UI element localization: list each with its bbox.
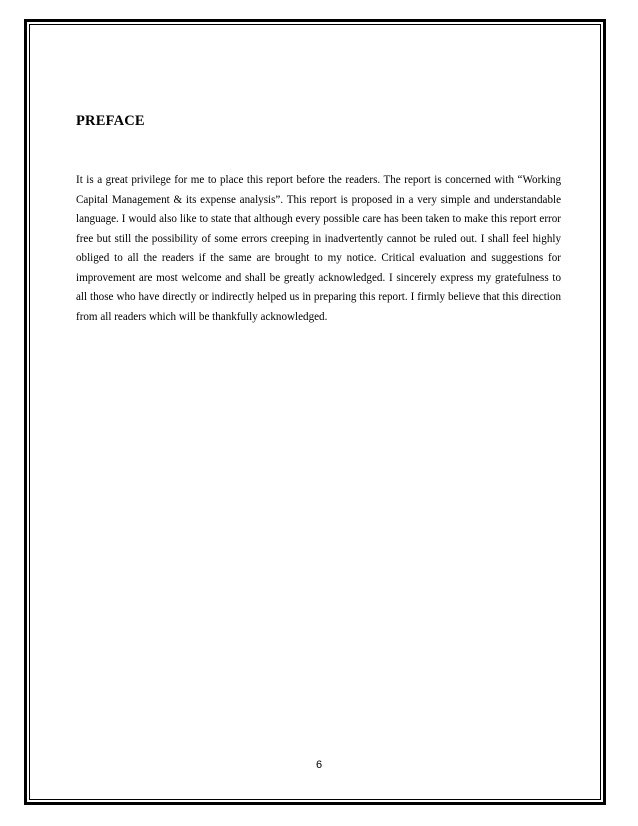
section-heading: PREFACE: [76, 113, 145, 129]
page-number: 6: [315, 759, 323, 771]
page-border-inner: [29, 24, 601, 800]
preface-paragraph: It is a great privilege for me to place this report before the readers. The report is concerned with “Working Capital Management & its expense analysis”. This report is proposed in a very simple and understandable language. I would also like to state that although every possible care has been taken to make this report error free but still the possibility of some errors creeping in inadvertently cannot be ruled out. I shall feel highly obliged to all the readers if the same are brought to my notice. Critical evaluation and suggestions for improvement are most welcome and shall be greatly acknowledged. I sincerely express my gratefulness to all those who have directly or indirectly helped us in preparing this report. I firmly believe that this direction from all readers which will be thankfully acknowledged.: [76, 174, 561, 323]
